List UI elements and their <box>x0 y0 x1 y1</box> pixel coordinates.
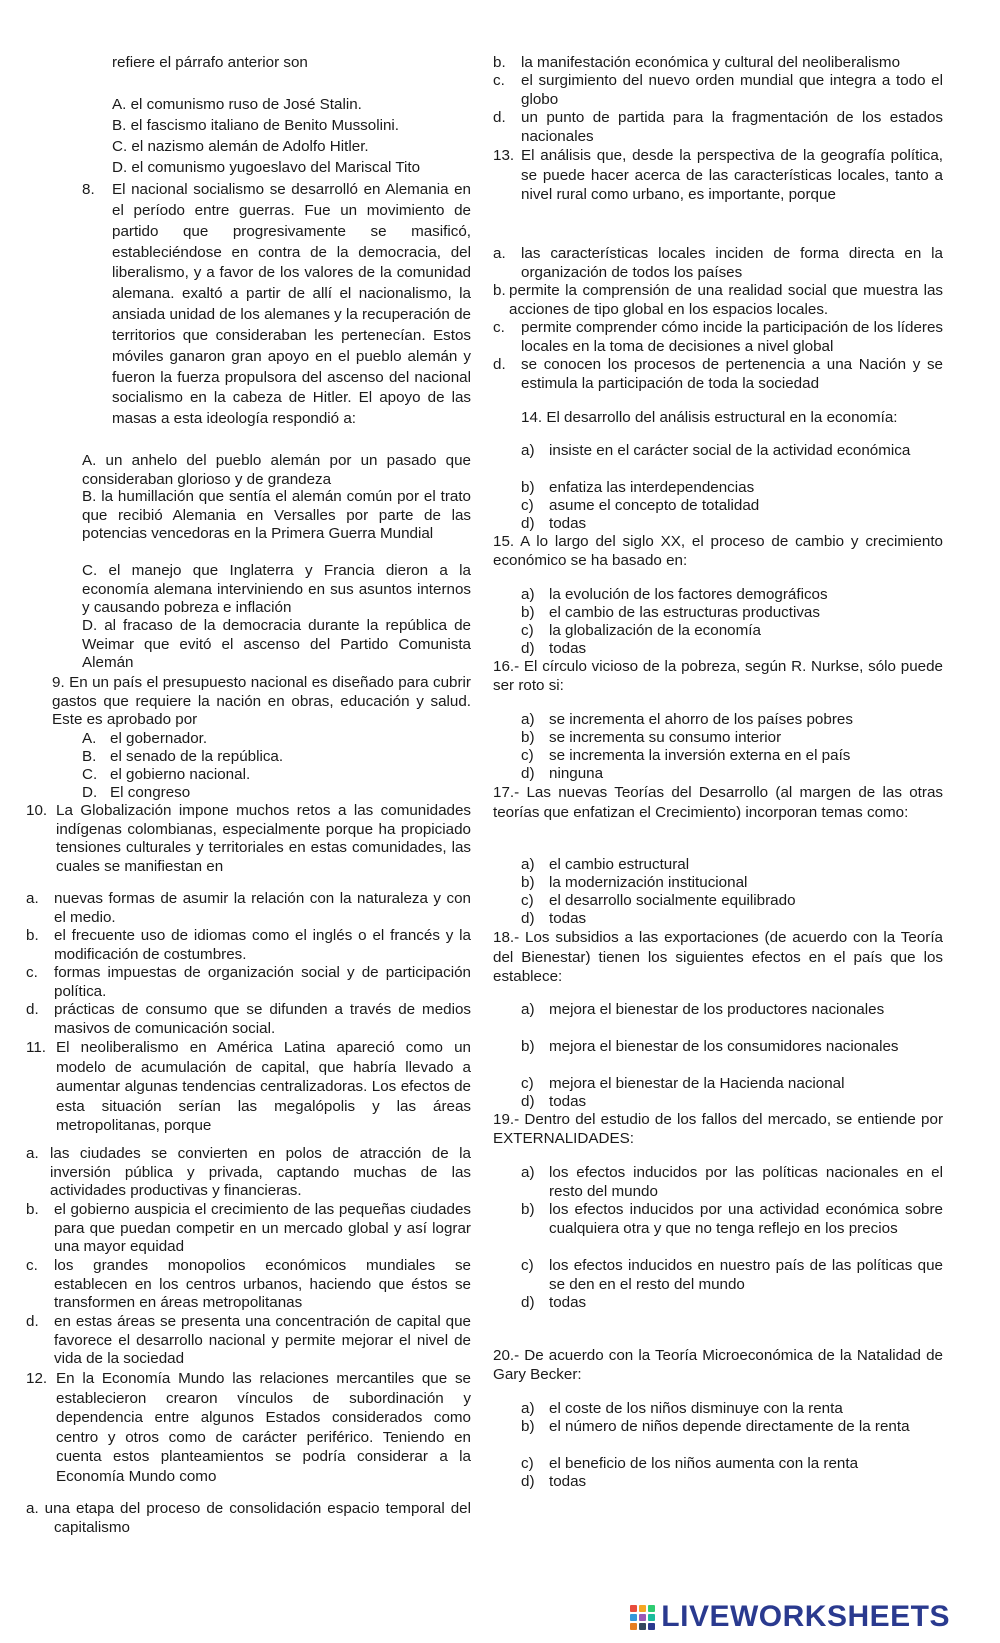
q19-option-c: c) los efectos inducidos en nuestro país de las políticas que se den en el resto del mundo <box>521 1257 943 1293</box>
question-text: El neoliberalismo en América Latina apareció como un modelo de acumulación de capital, que habría llevado a aumentar algunas tendencias centralizadoras. Los efectos de esta situación serían las megalópolis y las áreas metropolitanas, porque <box>56 1039 471 1135</box>
logo-square <box>639 1605 646 1612</box>
q9-option-c: C. el gobierno nacional. <box>82 766 251 783</box>
q15-option-c: c) la globalización de la economía <box>521 622 761 639</box>
question-12 <box>26 1369 471 1487</box>
q18-option-b: b) mejora el bienestar de los consumidores nacionales <box>521 1038 899 1055</box>
q14-option-b: b) enfatiza las interdependencias <box>521 479 755 496</box>
q8-option-c: C. el manejo que Inglaterra y Francia dieron a la economía alemana interviniendo en sus asuntos internos y causando pobreza e inflación <box>82 562 471 617</box>
question-text: La Globalización impone muchos retos a las comunidades indígenas colombianas, especialmente porque ha propiciado tensiones culturales y territoriales en estas comunidades, las cuales se manifiestan en <box>56 802 471 875</box>
q7-option-b: B. el fascismo italiano de Benito Mussolini. <box>112 117 400 134</box>
q7-option-a: A. el comunismo ruso de José Stalin. <box>112 96 362 113</box>
question-text: En la Economía Mundo las relaciones mercantiles que se establecieron crearon vínculos de subordinación y dependencia entre algunos Estados considerados como centro y otros como de carácter periférico. Teniendo en cuenta estos planteamientos se podría considerar a la Economía Mundo como <box>56 1370 471 1485</box>
liveworksheets-logo <box>630 1600 950 1634</box>
question-text: El nacional socialismo se desarrolló en Alemania en el período entre guerras. Fue un movimiento de partido que progresivamente se masificó, estableciéndose en contra de la democracia, del liberalismo, y a favor de los valores de la comunidad alemana. exaltó a partir de allí el nacionalismo, la ansiada unidad de los alemanes y la recuperación de territorios que consideraban les pertenecían. Estos móviles ganaron gran apoyo en el pueblo alemán y fueron la fuerza propulsora del ascenso del nacional socialismo en la cabeza de Hitler. El apoyo de las masas a esta ideología respondió a: <box>112 181 471 428</box>
brand-name: LIVEWORKSHEETS <box>661 1600 950 1633</box>
q16-option-b: b) se incrementa su consumo interior <box>521 729 782 746</box>
q10-option-b: b. el frecuente uso de idiomas como el inglés o el francés y la modificación de costumbres. <box>26 927 471 963</box>
q14-option-d: d) todas <box>521 515 587 532</box>
question-16: 16.- El círculo vicioso de la pobreza, según R. Nurkse, sólo puede ser roto si: <box>493 658 943 694</box>
q10-option-a: a. nuevas formas de asumir la relación con la naturaleza y con el medio. <box>26 890 471 926</box>
question-10 <box>26 802 471 876</box>
q11-option-a: a. las ciudades se convierten en polos de atracción de la inversión pública y privada, captando muchas de las actividades productivas y financieras. <box>26 1145 471 1200</box>
q11-option-c: c. los grandes monopolios económicos mundiales se establecen en los centros urbanos, haciendo que éstos se transformen en áreas metropolitanas <box>26 1257 471 1312</box>
q19-option-d: d) todas <box>521 1294 587 1311</box>
question-11 <box>26 1038 471 1136</box>
q13-option-a: a. las características locales inciden de forma directa en la organización de todos los países <box>493 245 943 281</box>
q10-option-c: c. formas impuestas de organización social y de participación política. <box>26 964 471 1000</box>
q9-option-a: A. el gobernador. <box>82 730 208 747</box>
q12-option-c: c. el surgimiento del nuevo orden mundial que integra a todo el globo <box>493 72 943 108</box>
q16-option-c: c) se incrementa la inversión externa en el país <box>521 747 851 764</box>
q17-option-c: c) el desarrollo socialmente equilibrado <box>521 892 796 909</box>
logo-square <box>648 1623 655 1630</box>
q20-option-c: c) el beneficio de los niños aumenta con la renta <box>521 1455 859 1472</box>
question-8 <box>82 180 471 430</box>
q17-option-b: b) la modernización institucional <box>521 874 748 891</box>
question-18: 18.- Los subsidios a las exportaciones (de acuerdo con la Teoría del Bienestar) tienen los siguientes efectos en el país que los establece: <box>493 929 943 986</box>
q20-option-b: b) el número de niños depende directamente de la renta <box>521 1418 910 1435</box>
q14-option-a: a) insiste en el carácter social de la actividad económica <box>521 442 911 459</box>
q15-option-d: d) todas <box>521 640 587 657</box>
q8-option-a: A. un anhelo del pueblo alemán por un pasado que consideraban glorioso y de grandeza <box>82 452 471 488</box>
q9-option-d: D. El congreso <box>82 784 191 801</box>
q15-option-a: a) la evolución de los factores demográficos <box>521 586 828 603</box>
q15-option-b: b) el cambio de las estructuras productivas <box>521 604 820 621</box>
q9-option-b: B. el senado de la república. <box>82 748 284 765</box>
logo-square <box>648 1605 655 1612</box>
q8-option-d: D. al fracaso de la democracia durante la república de Weimar que evitó el ascenso del Partido Comunista Alemán <box>82 617 471 672</box>
question-9: 9. En un país el presupuesto nacional es diseñado para cubrir gastos que requiere la nación en obras, educación y salud. Este es aprobado por <box>52 674 471 729</box>
q18-option-c: c) mejora el bienestar de la Hacienda nacional <box>521 1075 845 1092</box>
logo-square <box>639 1623 646 1630</box>
question-number: 10. <box>26 802 48 819</box>
liveworksheets-logo-icon <box>630 1605 655 1630</box>
logo-square <box>648 1614 655 1621</box>
q17-option-d: d) todas <box>521 910 587 927</box>
intro-line: refiere el párrafo anterior son <box>112 54 308 71</box>
question-number: 8. <box>82 181 95 198</box>
question-number: 11. <box>26 1039 46 1056</box>
question-text: El análisis que, desde la perspectiva de la geografía política, se puede hacer acerca de las características locales, tanto a nivel rural como urbano, es importante, porque <box>521 147 943 204</box>
q12-option-a: a. una etapa del proceso de consolidación espacio temporal del capitalismo <box>26 1500 471 1536</box>
logo-square <box>630 1623 637 1630</box>
question-15: 15. A lo largo del siglo XX, el proceso de cambio y crecimiento económico se ha basado en: <box>493 533 943 569</box>
q18-option-a: a) mejora el bienestar de los productores nacionales <box>521 1001 885 1018</box>
q16-option-a: a) se incrementa el ahorro de los países pobres <box>521 711 853 728</box>
q13-option-b: b. permite la comprensión de una realidad social que muestra las acciones de tipo global en los espacios locales. <box>493 282 943 318</box>
question-14: 14. El desarrollo del análisis estructural en la economía: <box>521 409 898 426</box>
q12-option-b: b. la manifestación económica y cultural del neoliberalismo <box>493 54 901 71</box>
q11-option-b: b. el gobierno auspicia el crecimiento de las pequeñas ciudades para que puedan competir en un mercado global y así lograr una mayor equidad <box>26 1201 471 1256</box>
question-number: 13. <box>493 147 515 164</box>
q7-option-c: C. el nazismo alemán de Adolfo Hitler. <box>112 138 369 155</box>
q11-option-d: d. en estas áreas se presenta una concentración de capital que favorece el desarrollo nacional y permite mejorar el nivel de vida de la sociedad <box>26 1313 471 1368</box>
q19-option-b: b) los efectos inducidos por una actividad económica sobre cualquiera otra y que no tenga reflejo en los precios <box>521 1201 943 1237</box>
q19-option-a: a) los efectos inducidos por las políticas nacionales en el resto del mundo <box>521 1164 943 1200</box>
q13-option-c: c. permite comprender cómo incide la participación de los líderes locales en la toma de decisiones a nivel global <box>493 319 943 355</box>
q14-option-c: c) asume el concepto de totalidad <box>521 497 760 514</box>
logo-square <box>639 1614 646 1621</box>
q16-option-d: d) ninguna <box>521 765 604 782</box>
q8-option-b: B. la humillación que sentía el alemán común por el trato que recibió Alemania en Versalles por parte de las potencias vencedoras en la Primera Guerra Mundial <box>82 488 471 543</box>
q18-option-d: d) todas <box>521 1093 587 1110</box>
question-number: 12. <box>26 1370 48 1387</box>
q20-option-a: a) el coste de los niños disminuye con la renta <box>521 1400 843 1417</box>
q12-option-d: d. un punto de partida para la fragmentación de los estados nacionales <box>493 109 943 145</box>
question-19: 19.- Dentro del estudio de los fallos del mercado, se entiende por EXTERNALIDADES: <box>493 1111 943 1147</box>
question-20: 20.- De acuerdo con la Teoría Microeconómica de la Natalidad de Gary Becker: <box>493 1347 943 1383</box>
q20-option-d: d) todas <box>521 1473 587 1490</box>
q7-option-d: D. el comunismo yugoeslavo del Mariscal Tito <box>112 159 421 176</box>
question-17: 17.- Las nuevas Teorías del Desarrollo (al margen de las otras teorías que enfatizan el Crecimiento) incorporan temas como: <box>493 784 943 821</box>
logo-square <box>630 1605 637 1612</box>
q13-option-d: d. se conocen los procesos de pertenencia a una Nación y se estimula la participación de toda la sociedad <box>493 356 943 392</box>
question-13 <box>493 146 943 205</box>
q10-option-d: d. prácticas de consumo que se difunden a través de medios masivos de comunicación social. <box>26 1001 471 1037</box>
q17-option-a: a) el cambio estructural <box>521 856 690 873</box>
logo-square <box>630 1614 637 1621</box>
